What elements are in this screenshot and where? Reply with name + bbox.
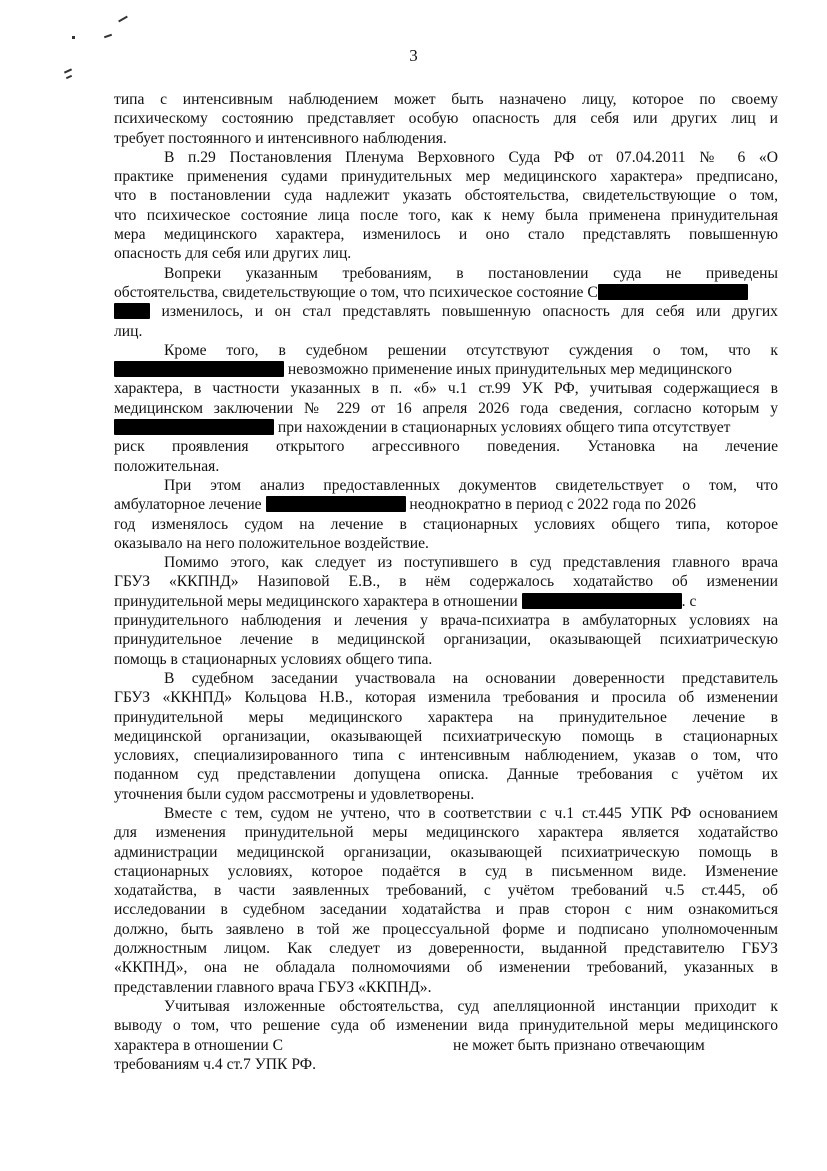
text-line (114, 746, 778, 765)
text-segment: не может быть признано отвечающим (453, 1036, 705, 1054)
text-segment: В п.29 Постановления Пленума Верховного Суда РФ от 07.04.2011 № 6 «О (164, 148, 778, 166)
text-line (114, 572, 778, 591)
text-segment: год изменялось судом на лечение в стационарных условиях общего типа, которое (114, 515, 778, 533)
text-segment: Вместе с тем, судом не учтено, что в соответствии с ч.1 ст.445 УПК РФ основанием (164, 804, 778, 822)
text-line (114, 322, 778, 341)
redaction-bar (598, 284, 748, 300)
text-segment: изменилось, и он стал представлять повышенную опасность для себя или других (161, 303, 778, 321)
text-line (114, 958, 778, 977)
text-line (114, 611, 778, 630)
text-line (114, 360, 778, 379)
text-line (114, 264, 778, 283)
text-segment: для изменения принудительной меры медицинского характера является ходатайство (114, 824, 778, 842)
page-number: 3 (409, 46, 418, 65)
text-line (114, 302, 778, 321)
text-segment: принудительного наблюдения и лечения у врача-психиатра в амбулаторных условиях на (114, 612, 778, 630)
scan-mark (104, 34, 112, 39)
text-line (114, 341, 778, 360)
text-line (114, 515, 778, 534)
text-segment: характера, в частности указанных в п. «б» ч.1 ст.99 УК РФ, учитывая содержащиеся в (114, 380, 778, 398)
text-line (114, 399, 778, 418)
text-line (114, 206, 778, 225)
text-segment: характера в отношении С (114, 1036, 284, 1054)
text-segment: психическому состоянию представляет особую опасность для себя или других лиц и (114, 110, 778, 128)
document-body (114, 90, 778, 1074)
text-segment: медицинском заключении № 229 от 16 апреля 2026 года сведения, согласно которым у (114, 399, 778, 417)
text-line (114, 708, 778, 727)
text-line (114, 534, 778, 553)
scan-mark (66, 75, 72, 79)
text-line (114, 997, 778, 1016)
text-segment: ГБУЗ «ККПНД» Назиповой Е.В., в нём содержалось ходатайство об изменении (114, 573, 778, 591)
text-segment: что в постановлении суда надлежит указать обстоятельства, свидетельствующие о том, (114, 187, 778, 205)
text-segment: уточнения были судом рассмотрены и удовлетворены. (114, 785, 475, 803)
text-line (114, 109, 778, 128)
scan-mark (64, 68, 72, 73)
text-line (114, 225, 778, 244)
text-line (114, 881, 778, 900)
text-segment: оказывало на него положительное воздействие. (114, 534, 429, 552)
text-segment: мера медицинского характера, изменилось и оно стало представлять повышенную (114, 226, 778, 244)
text-segment: стационарных условиях, которое подаётся в суд в письменном виде. Изменение (114, 862, 778, 880)
text-line (114, 418, 778, 437)
text-segment: обстоятельства, свидетельствующие о том, что психическое состояние С (114, 283, 598, 301)
text-segment: должностным лицом. Как следует из доверенности, выданной представителю ГБУЗ (114, 940, 778, 958)
text-line (114, 785, 778, 804)
text-line (114, 129, 778, 148)
text-segment: Кроме того, в судебном решении отсутствуют суждения о том, что к (164, 341, 778, 359)
text-line (114, 688, 778, 707)
text-line (114, 379, 778, 398)
text-segment: принудительной меры медицинского характера на принудительное лечение в (114, 708, 778, 726)
text-line (114, 148, 778, 167)
text-segment: . с (681, 592, 697, 610)
text-segment: помощь в стационарных условиях общего типа. (114, 650, 433, 668)
text-segment: принудительное лечение в медицинской организации, оказывающей психиатрическую (114, 631, 778, 649)
text-line (114, 186, 778, 205)
text-segment: Вопреки указанным требованиям, в постановлении суда не приведены (164, 264, 778, 282)
text-segment: амбулаторное лечение (114, 496, 262, 514)
text-line (114, 283, 778, 302)
text-segment: условиях, специализированного типа с интенсивным наблюдением, указав о том, что (114, 747, 778, 765)
text-segment: ходатайства, в части заявленных требований, с учётом требований ч.5 ст.445, об (114, 882, 778, 900)
text-line (114, 727, 778, 746)
text-segment: типа с интенсивным наблюдением может быть назначено лицу, которое по своему (114, 91, 778, 108)
text-line (114, 553, 778, 572)
text-segment: исследовании в судебном заседании ходатайства и прав сторон с ним ознакомиться (114, 901, 778, 919)
text-line (114, 804, 778, 823)
text-line (114, 90, 778, 109)
text-segment: что психическое состояние лица после того, как к нему была применена принудительная (114, 206, 778, 224)
redaction-bar (522, 593, 682, 609)
text-line (114, 920, 778, 939)
text-segment: неоднократно в период с 2022 года по 2026 (409, 496, 696, 514)
text-segment: положительная. (114, 457, 220, 475)
text-line (114, 1036, 778, 1055)
text-segment: опасность для себя или других лиц. (114, 245, 352, 263)
text-segment: требует постоянного и интенсивного наблюдения. (114, 129, 447, 147)
redaction-bar (114, 303, 150, 319)
text-segment: представлении главного врача ГБУЗ «ККПНД». (114, 978, 432, 996)
text-line (114, 167, 778, 186)
text-segment: должно, быть заявлено в той же процессуальной форме и подписано уполномоченным (114, 920, 778, 938)
text-line (114, 1016, 778, 1035)
text-line (114, 630, 778, 649)
text-segment: «ККПНД», она не обладала полномочиями об изменении требований, указанных в (114, 959, 778, 977)
text-segment: лиц. (114, 322, 143, 340)
text-line (114, 437, 778, 456)
text-segment: В судебном заседании участвовала на основании доверенности представитель (164, 669, 778, 687)
text-line (114, 669, 778, 688)
text-line (114, 476, 778, 495)
scan-mark (118, 16, 128, 23)
text-segment: поданном суд представлении допущена описка. Данные требования с учётом их (114, 766, 778, 784)
text-segment: ГБУЗ «ККНПД» Кольцова Н.В., которая изменила требования и просила об изменении (114, 689, 778, 707)
redaction-bar (266, 496, 406, 512)
text-line (114, 823, 778, 842)
text-segment: Учитывая изложенные обстоятельства, суд апелляционной инстанции приходит к (164, 997, 778, 1015)
text-segment: выводу о том, что решение суда об изменении вида принудительной меры медицинского (114, 1017, 778, 1035)
text-segment: при нахождении в стационарных условиях общего типа отсутствует (277, 419, 731, 437)
redaction-bar (114, 419, 274, 435)
text-line (114, 939, 778, 958)
text-line (114, 592, 778, 611)
text-segment: администрации медицинской организации, оказывающей психиатрическую помощь в (114, 843, 778, 861)
text-segment: невозможно применение иных принудительных мер медицинского (287, 361, 732, 379)
text-segment: практике применения судами принудительных мер медицинского характера» предписано, (114, 168, 778, 186)
text-line (114, 765, 778, 784)
text-line (114, 244, 778, 263)
text-line (114, 843, 778, 862)
text-segment: требованиям ч.4 ст.7 УПК РФ. (114, 1055, 316, 1073)
text-line (114, 457, 778, 476)
text-segment: Помимо этого, как следует из поступившего в суд представления главного врача (164, 554, 778, 572)
text-segment: риск проявления открытого агрессивного поведения. Установка на лечение (114, 438, 778, 456)
text-line (114, 1055, 778, 1074)
text-line (114, 978, 778, 997)
text-segment: При этом анализ предоставленных документов свидетельствует о том, что (164, 476, 778, 494)
redaction-bar (114, 361, 284, 377)
text-line (114, 650, 778, 669)
text-line (114, 862, 778, 881)
text-segment: принудительной меры медицинского характера в отношении (114, 592, 518, 610)
text-line (114, 495, 778, 514)
text-line (114, 900, 778, 919)
text-segment: медицинской организации, оказывающей психиатрическую помощь в стационарных (114, 727, 778, 745)
scan-mark (72, 36, 75, 39)
